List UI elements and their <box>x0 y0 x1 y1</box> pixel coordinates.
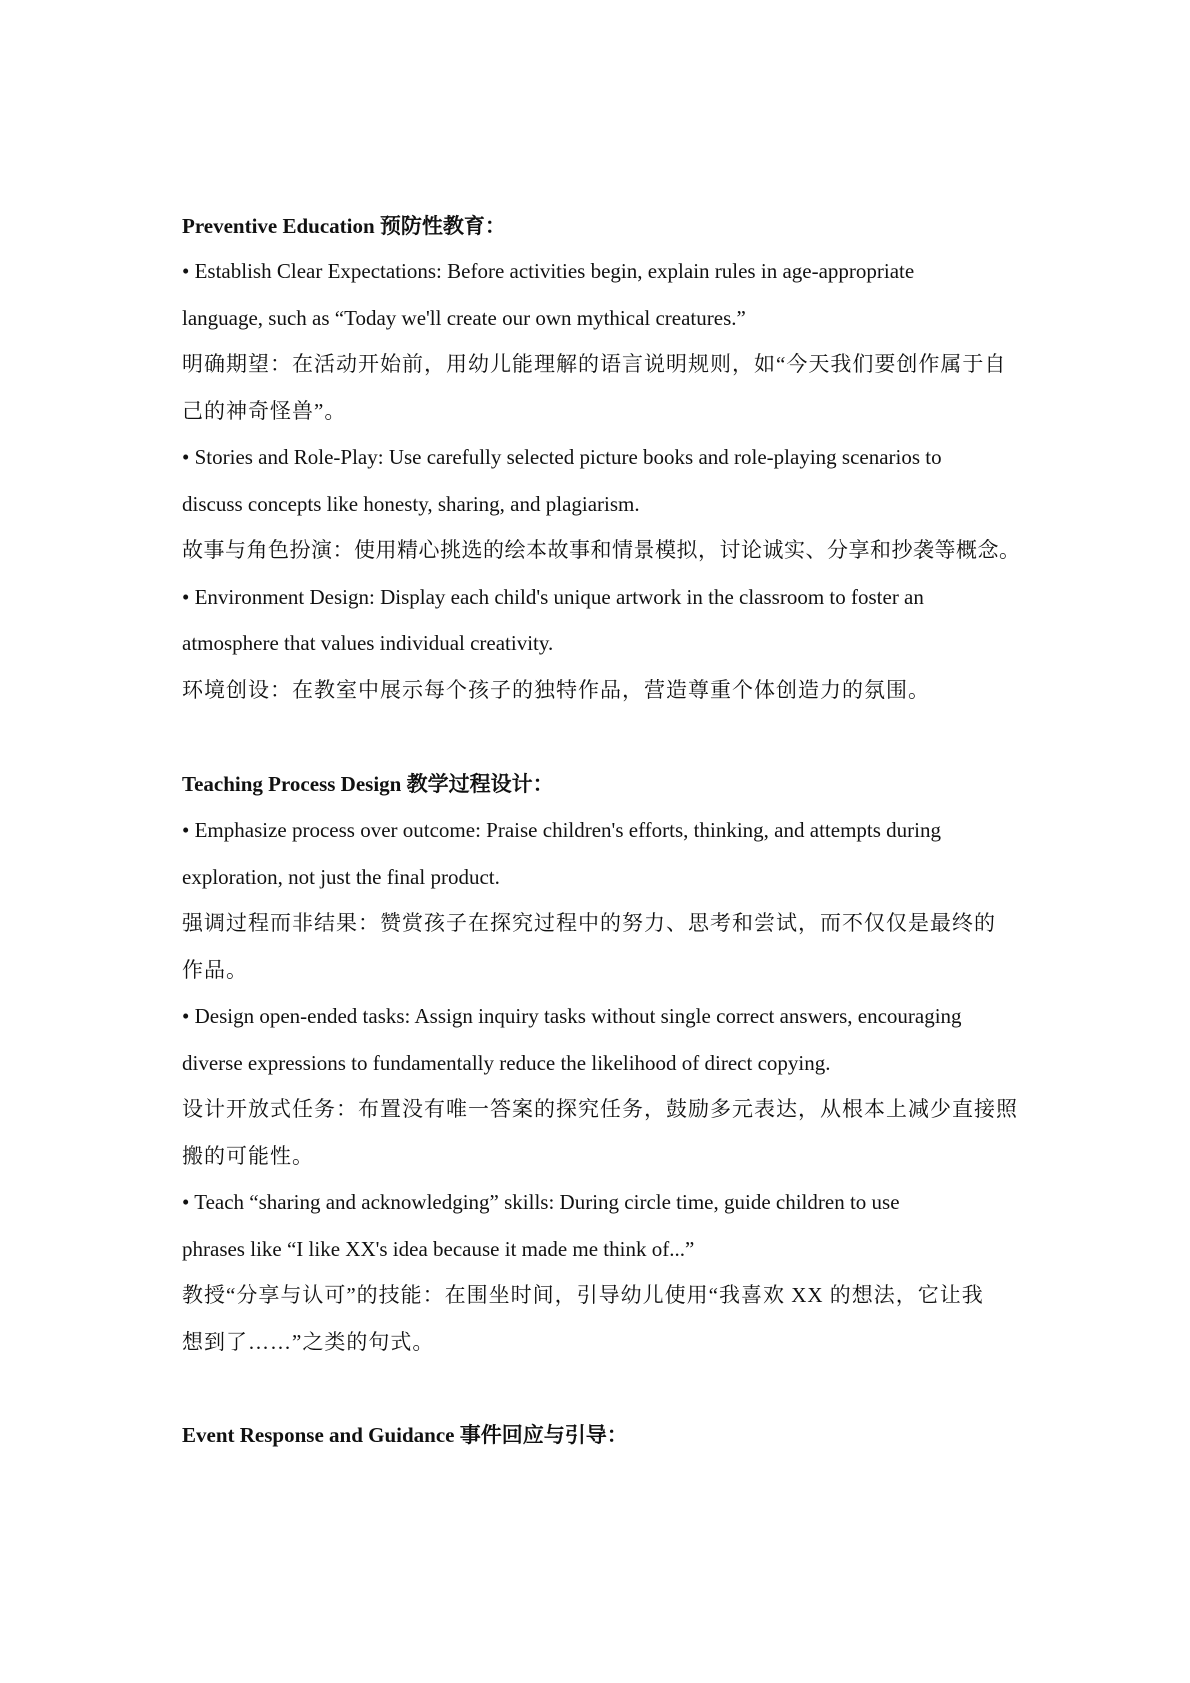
bullet-establish-expectations-cont: language, such as “Today we'll create our own mythical creatures.” <box>182 306 746 330</box>
translation-open-ended-tasks: 设计开放式任务：布置没有唯一答案的探究任务，鼓励多元表达，从根本上减少直接照 <box>182 1097 1018 1121</box>
bullet-open-ended-tasks-cont: diverse expressions to fundamentally reduce the likelihood of direct copying. <box>182 1051 831 1075</box>
translation-establish-expectations: 明确期望：在活动开始前，用幼儿能理解的语言说明规则，如“今天我们要创作属于自 <box>182 352 1007 376</box>
translation-process-over-outcome: 强调过程而非结果：赞赏孩子在探究过程中的努力、思考和尝试，而不仅仅是最终的 <box>182 911 996 935</box>
translation-establish-expectations-cont: 己的神奇怪兽”。 <box>182 399 347 423</box>
bullet-process-over-outcome-cont: exploration, not just the final product. <box>182 865 500 889</box>
bullet-stories-role-play: • Stories and Role-Play: Use carefully selected picture books and role-playing scenarios to <box>182 445 942 469</box>
bullet-establish-expectations: • Establish Clear Expectations: Before activities begin, explain rules in age-appropriate <box>182 259 915 283</box>
bullet-process-over-outcome: • Emphasize process over outcome: Praise children's efforts, thinking, and attempts during <box>182 818 941 842</box>
section-heading-preventive-education: Preventive Education 预防性教育： <box>182 214 506 238</box>
bullet-stories-role-play-cont: discuss concepts like honesty, sharing, and plagiarism. <box>182 492 640 516</box>
section-heading-event-response: Event Response and Guidance 事件回应与引导： <box>182 1423 628 1447</box>
translation-sharing-acknowledging: 教授“分享与认可”的技能：在围坐时间，引导幼儿使用“我喜欢 XX 的想法，它让我 <box>182 1283 984 1307</box>
bullet-open-ended-tasks: • Design open-ended tasks: Assign inquiry tasks without single correct answers, encouraging <box>182 1004 962 1028</box>
bullet-environment-design-cont: atmosphere that values individual creativity. <box>182 631 554 655</box>
translation-open-ended-tasks-cont: 搬的可能性。 <box>182 1144 314 1168</box>
bullet-environment-design: • Environment Design: Display each child's unique artwork in the classroom to foster an <box>182 585 924 609</box>
translation-sharing-acknowledging-cont: 想到了……”之类的句式。 <box>182 1330 435 1354</box>
translation-environment-design: 环境创设：在教室中展示每个孩子的独特作品，营造尊重个体创造力的氛围。 <box>182 678 930 702</box>
bullet-sharing-acknowledging: • Teach “sharing and acknowledging” skills: During circle time, guide children to use <box>182 1190 900 1214</box>
section-heading-teaching-process-design: Teaching Process Design 教学过程设计： <box>182 772 554 796</box>
translation-stories-role-play: 故事与角色扮演：使用精心挑选的绘本故事和情景模拟，讨论诚实、分享和抄袭等概念。 <box>182 538 1021 562</box>
bullet-sharing-acknowledging-cont: phrases like “I like XX's idea because it made me think of...” <box>182 1237 695 1261</box>
translation-process-over-outcome-cont: 作品。 <box>182 958 248 982</box>
